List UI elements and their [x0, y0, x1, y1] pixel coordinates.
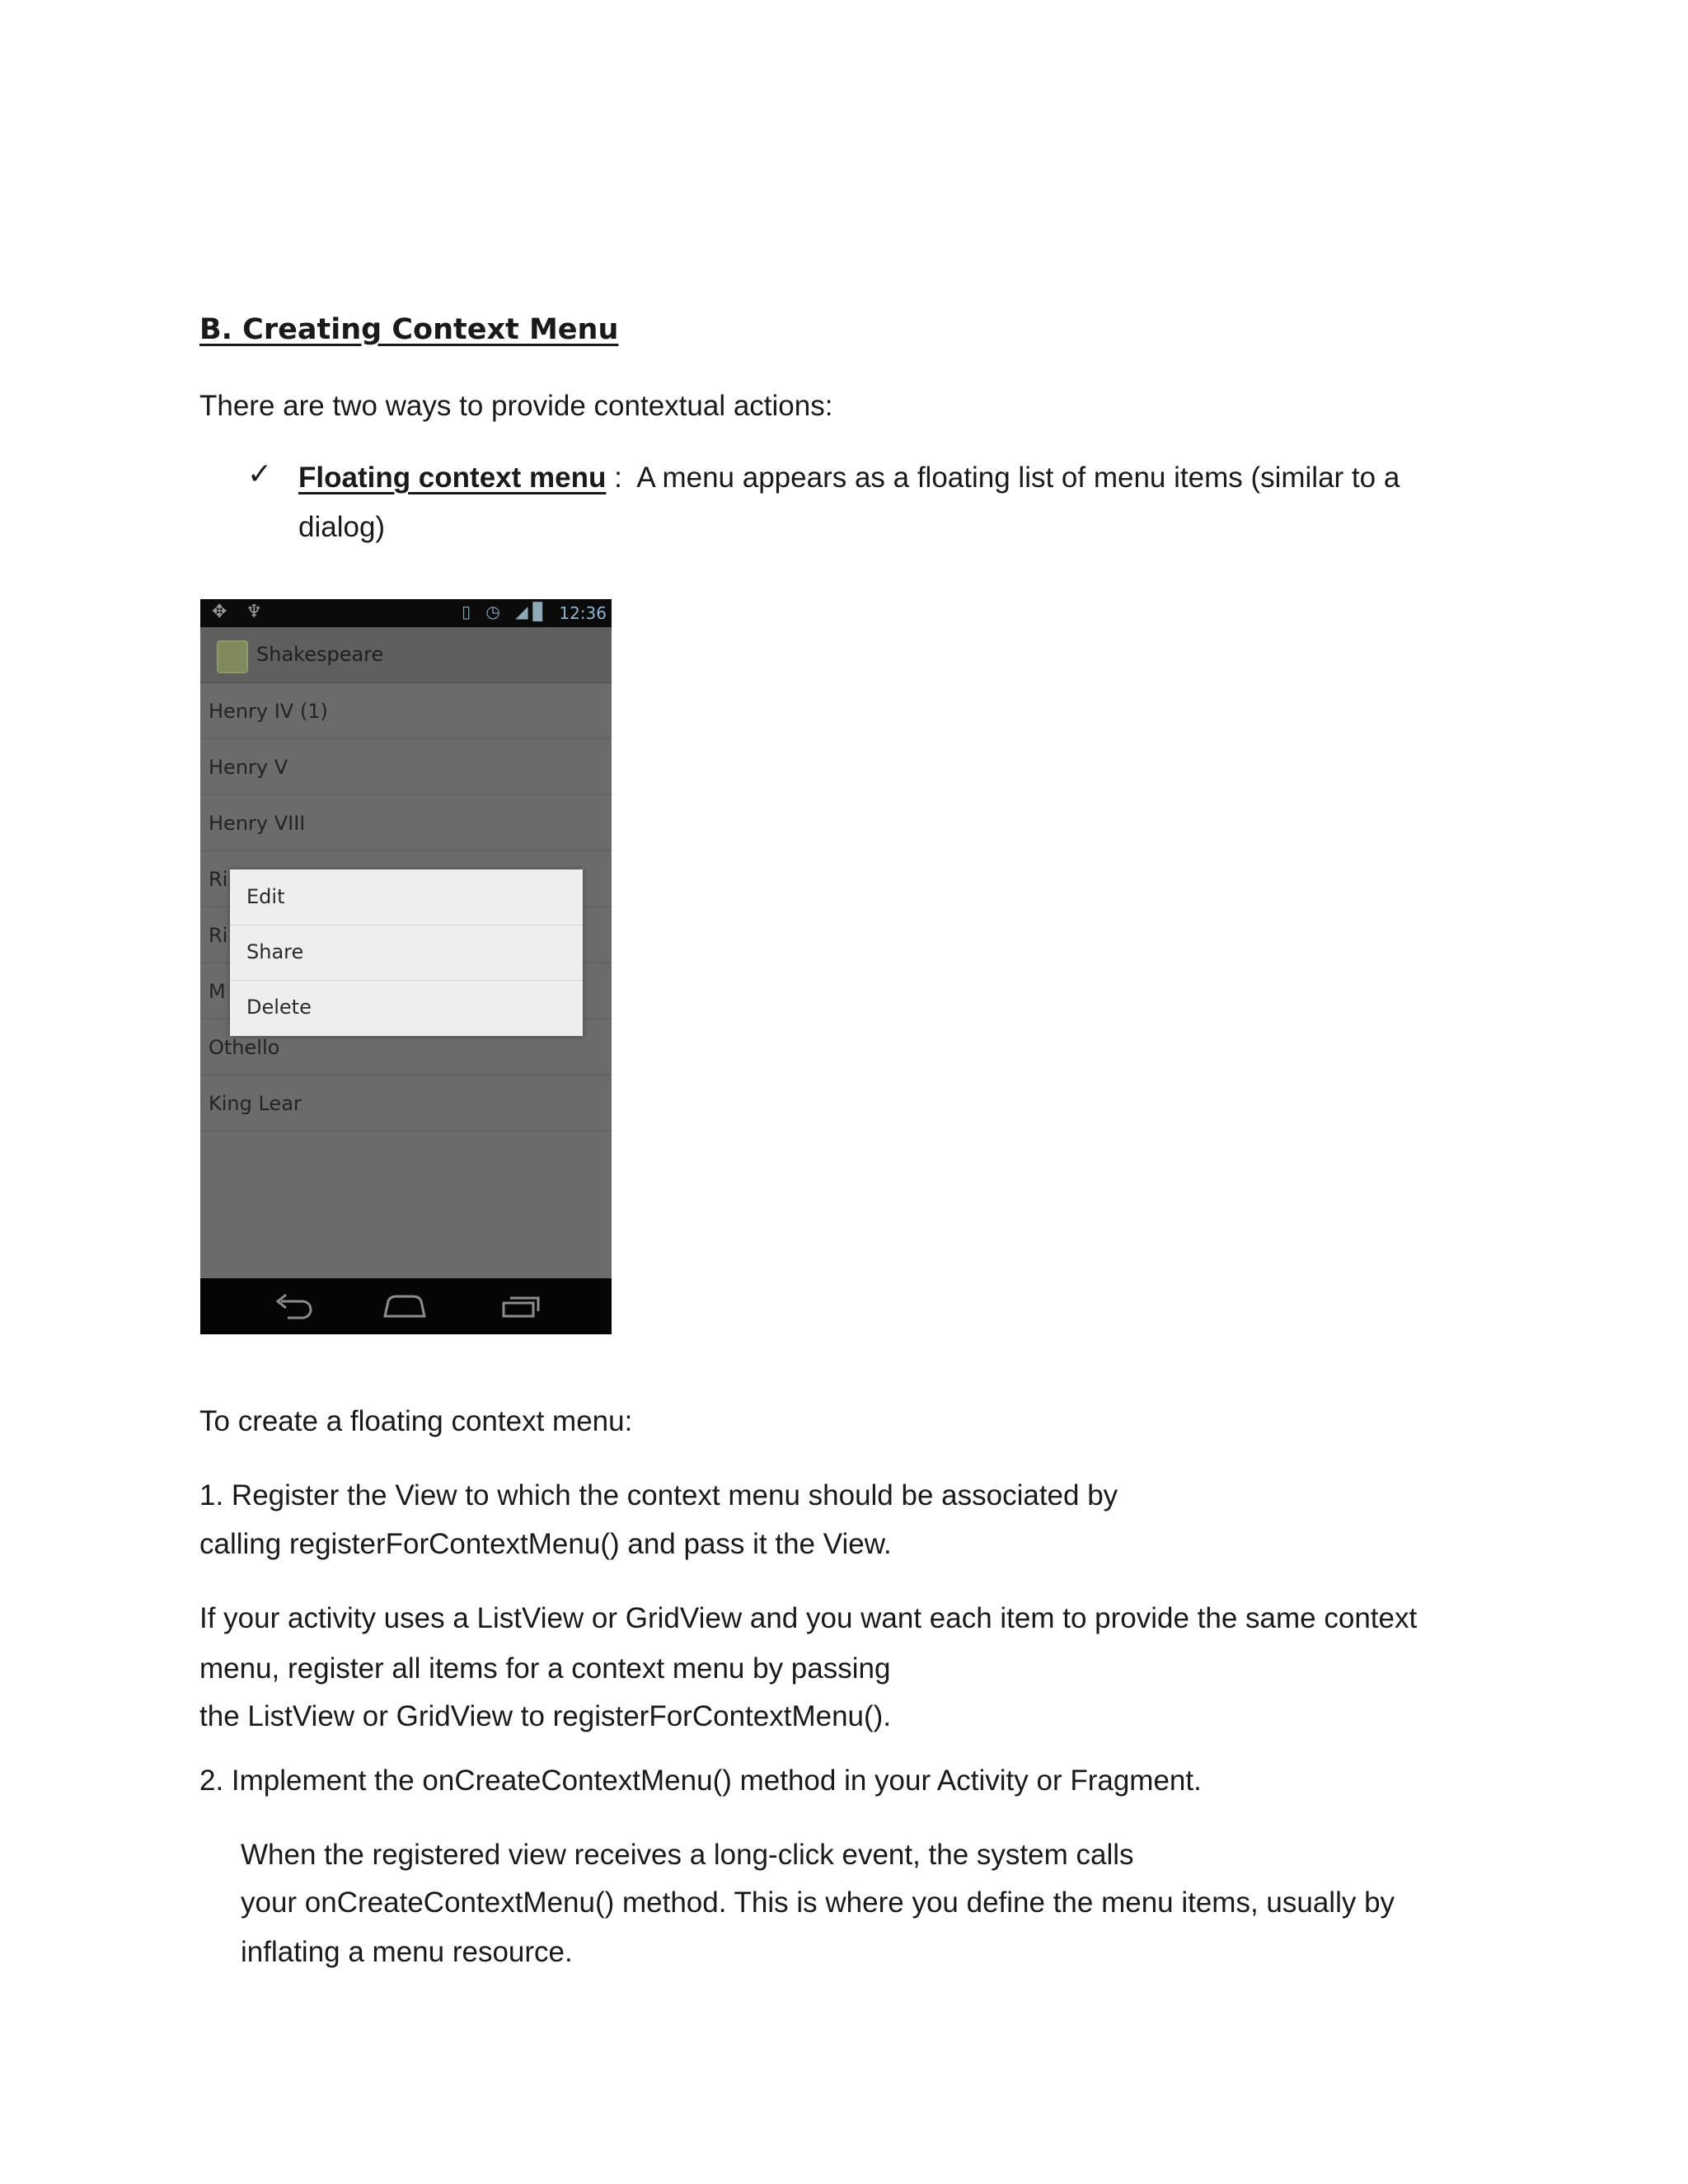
paragraph-line-1: If your activity uses a ListView or GridView and you want each item to provide the same context: [199, 1602, 1418, 1634]
step1-line-1: 1. Register the View to which the context menu should be associated by: [199, 1479, 1118, 1511]
bullet-line-2: dialog): [298, 511, 386, 543]
status-right-icons: ▯ ◷ ◢▊: [462, 602, 551, 621]
menu-item-label: Delete: [246, 996, 312, 1019]
list-item-label: King Lear: [209, 1092, 302, 1115]
bullet-separator: :: [606, 462, 637, 494]
list-item-label: Henry VIII: [209, 812, 306, 835]
home-icon[interactable]: [382, 1293, 428, 1319]
note-line-2: your onCreateContextMenu() method. This is where you define the menu items, usually by: [241, 1886, 1395, 1919]
recents-icon[interactable]: [500, 1293, 543, 1319]
action-bar: [200, 627, 612, 683]
paragraph-line-3: the ListView or GridView to registerForContextMenu().: [199, 1700, 892, 1732]
list-item-label: M: [209, 980, 226, 1003]
menu-item-edit[interactable]: [230, 869, 583, 926]
step1-line-2: calling registerForContextMenu() and pass it the View.: [199, 1528, 892, 1560]
checkmark-icon: ✓: [247, 457, 273, 491]
menu-item-label: Edit: [246, 885, 285, 908]
list-item-label: Othello: [209, 1036, 280, 1059]
list-item-label: Henry IV (1): [209, 700, 328, 723]
bullet-title: Floating context menu: [298, 462, 607, 494]
status-bar: [200, 599, 612, 627]
bullet-line-1: [298, 453, 1400, 503]
list-item[interactable]: [200, 1076, 612, 1132]
steps-intro: To create a floating context menu:: [199, 1405, 633, 1437]
menu-item-share[interactable]: [230, 925, 583, 981]
phone-screenshot: [200, 599, 612, 1334]
list-item[interactable]: [200, 795, 612, 851]
status-left-icons: ✥ ♆: [212, 602, 270, 622]
list-item-label: Ri: [209, 868, 228, 891]
context-menu: [230, 869, 583, 1036]
intro-text: There are two ways to provide contextual actions:: [199, 390, 833, 422]
note-line-1: When the registered view receives a long-click event, the system calls: [241, 1839, 1134, 1871]
list-item[interactable]: [200, 739, 612, 795]
status-time: 12:36: [559, 603, 607, 623]
back-icon[interactable]: [273, 1293, 314, 1321]
app-title: Shakespeare: [256, 643, 384, 666]
paragraph-line-2: menu, register all items for a context menu by passing: [199, 1652, 891, 1685]
menu-item-delete[interactable]: [230, 980, 583, 1035]
navigation-bar: [200, 1278, 612, 1334]
section-heading: B. Creating Context Menu: [199, 313, 619, 346]
bullet-text: A menu appears as a floating list of menu items (similar to a: [636, 462, 1400, 494]
step2-text: 2. Implement the onCreateContextMenu() method in your Activity or Fragment.: [199, 1765, 1202, 1797]
list-item-label: Ri: [209, 924, 228, 947]
list-item[interactable]: [200, 683, 612, 739]
menu-item-label: Share: [246, 940, 304, 963]
note-line-3: inflating a menu resource.: [241, 1936, 573, 1968]
app-icon: [217, 640, 248, 673]
list-item-label: Henry V: [209, 756, 288, 779]
